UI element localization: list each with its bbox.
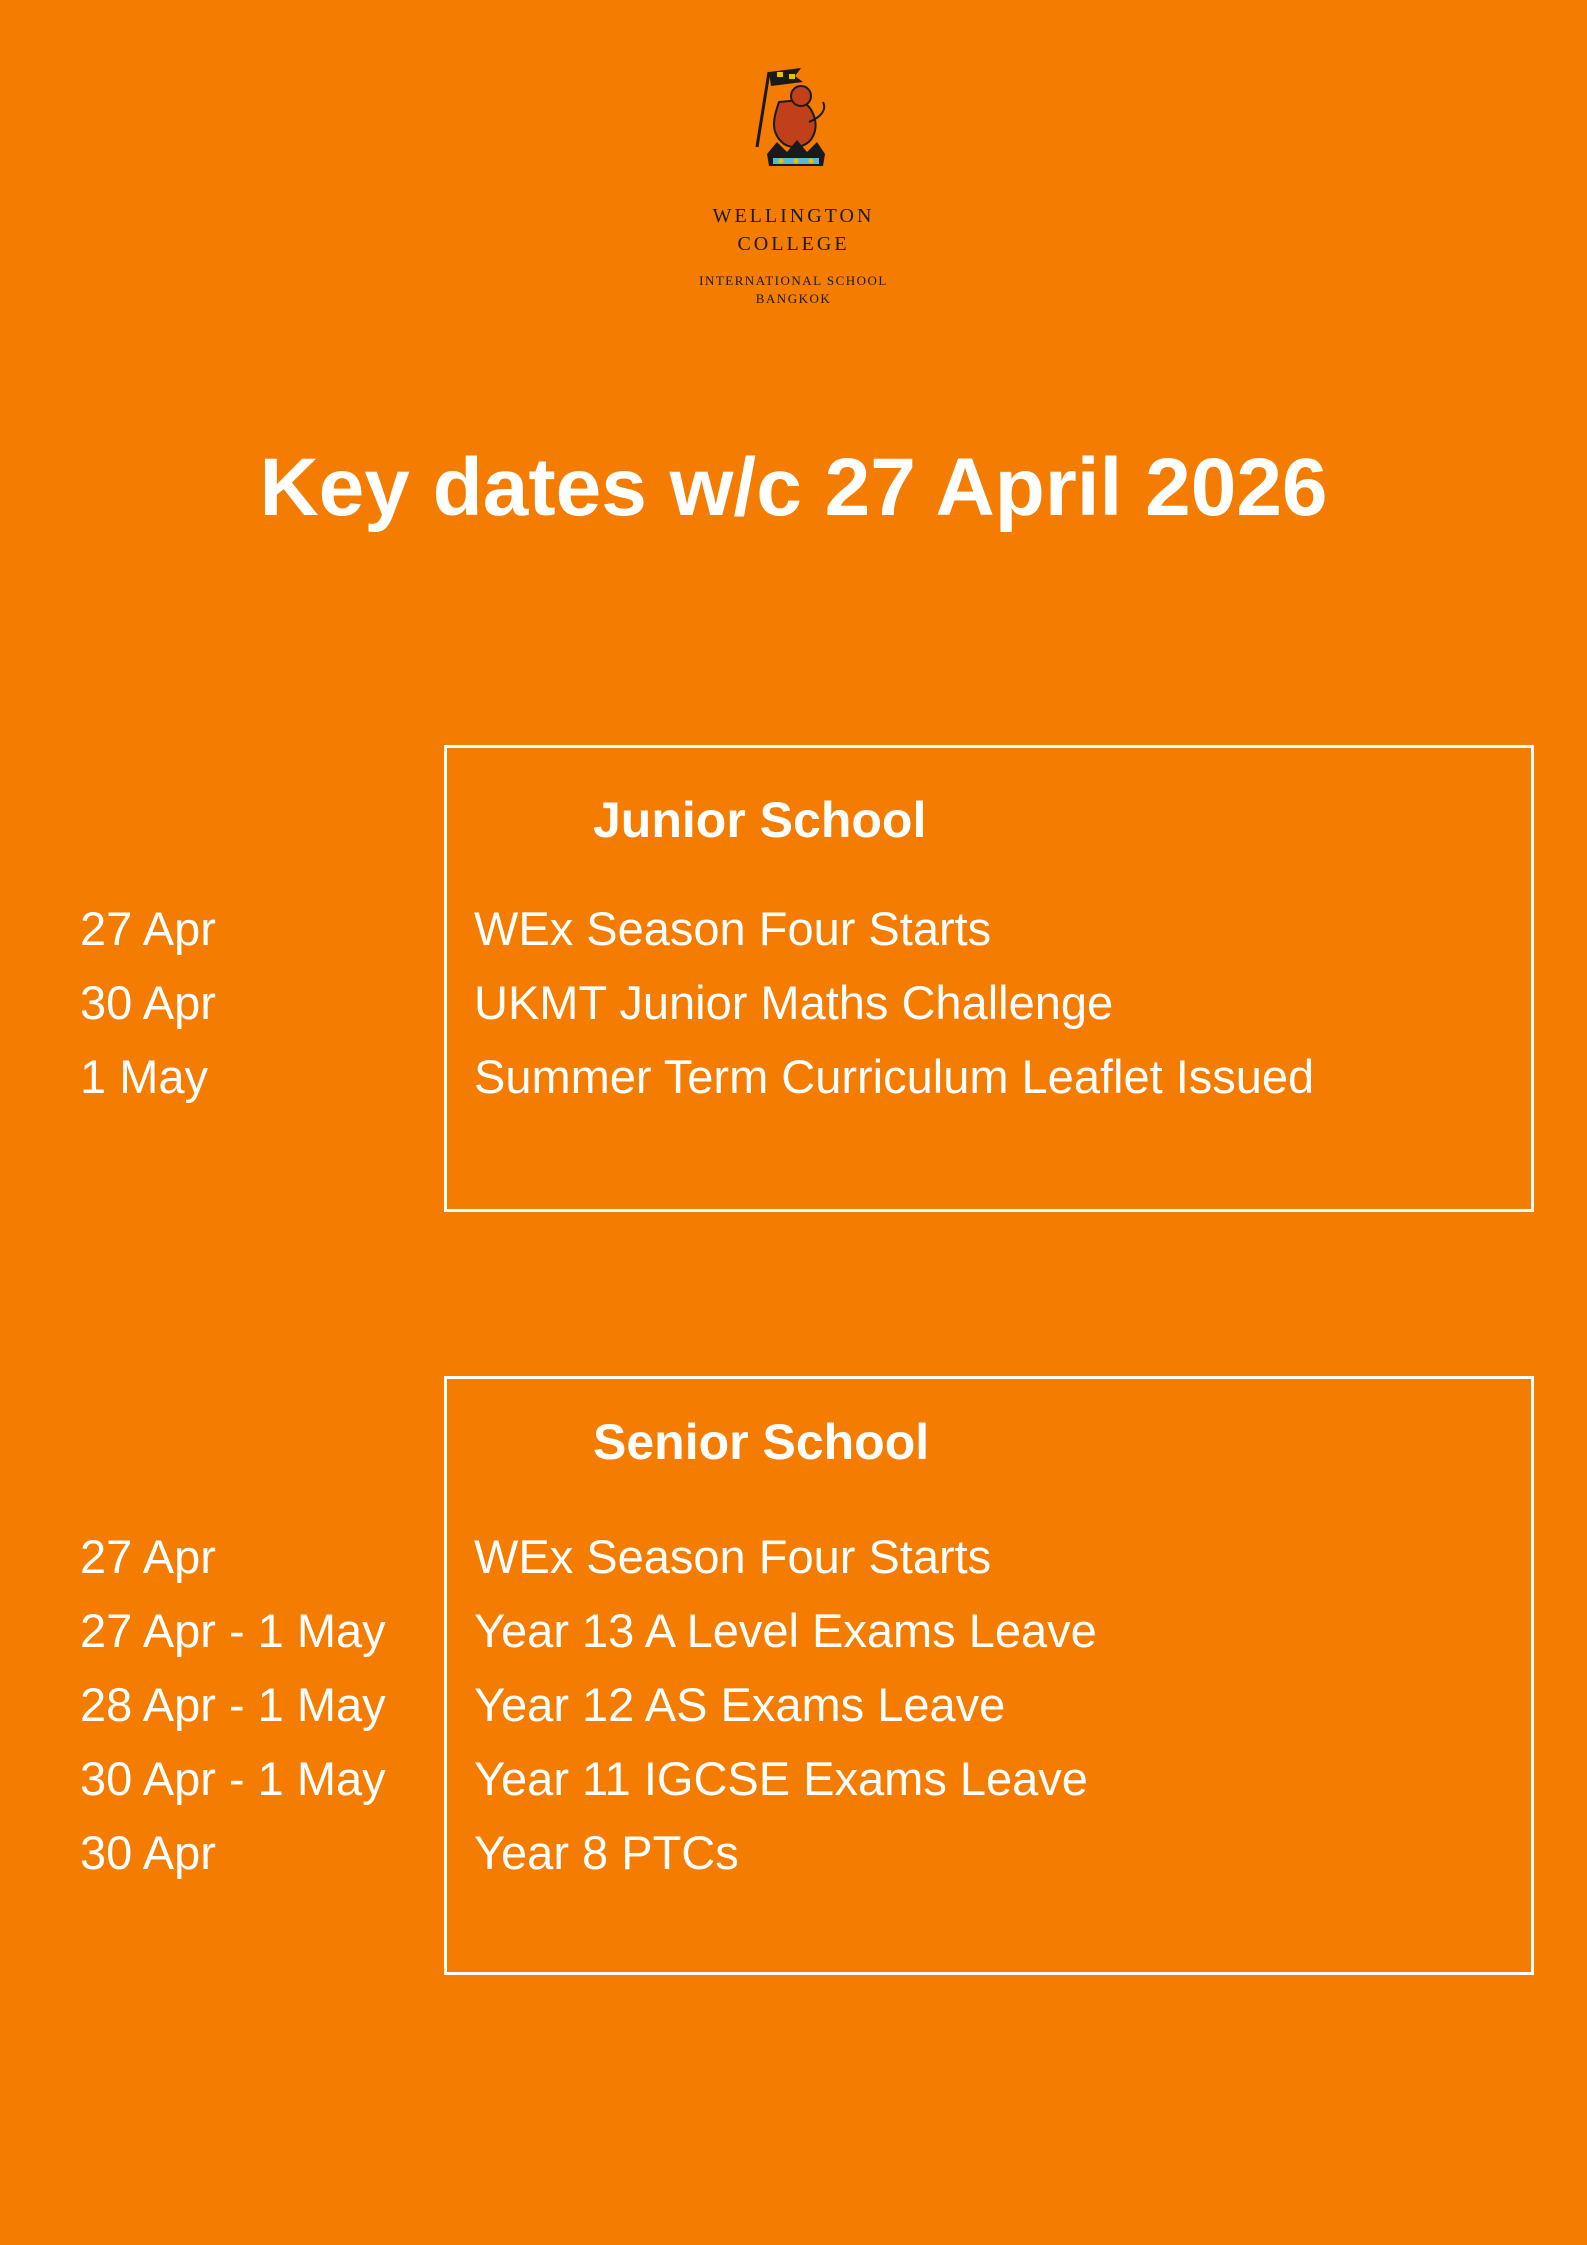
logo-name-line2: COLLEGE [737,233,850,255]
event-date: 27 Apr [80,1530,216,1583]
list-item [0,1742,1587,1816]
senior-school-title: Senior School [593,1414,930,1470]
logo-subtitle-line2: BANGKOK [755,291,832,306]
page-title: Key dates w/c 27 April 2026 [259,442,1328,533]
event-date: 27 Apr - 1 May [80,1604,386,1657]
list-item [0,1520,1587,1594]
event-date: 28 Apr - 1 May [80,1678,386,1731]
logo-subtitle-line1: INTERNATIONAL SCHOOL [699,273,888,288]
list-item [0,966,1587,1040]
event-name: WEx Season Four Starts [474,902,992,955]
list-item [0,892,1587,966]
junior-school-title: Junior School [593,792,927,848]
event-name: Summer Term Curriculum Leaflet Issued [474,1050,1315,1103]
event-name: Year 8 PTCs [474,1826,739,1879]
list-item [0,1040,1587,1114]
event-date: 30 Apr [80,1826,216,1879]
crest-icon [739,62,849,182]
school-logo [0,62,1587,308]
event-date: 30 Apr - 1 May [80,1752,386,1805]
event-date: 1 May [80,1050,208,1103]
logo-name-line1: WELLINGTON [712,205,875,227]
event-date: 30 Apr [80,976,216,1029]
event-date: 27 Apr [80,902,216,955]
event-name: Year 11 IGCSE Exams Leave [474,1752,1088,1805]
list-item [0,1816,1587,1890]
event-name: Year 12 AS Exams Leave [474,1678,1006,1731]
event-name: Year 13 A Level Exams Leave [474,1604,1097,1657]
list-item [0,1594,1587,1668]
list-item [0,1668,1587,1742]
event-name: UKMT Junior Maths Challenge [474,976,1114,1029]
event-name: WEx Season Four Starts [474,1530,992,1583]
